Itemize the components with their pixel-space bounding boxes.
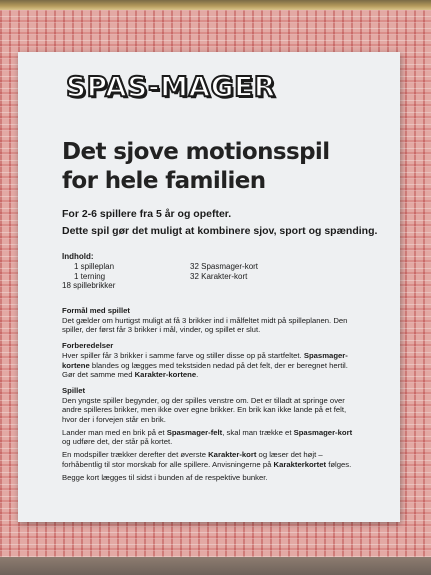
play-para-2a: Lander man med en brik på et <box>62 427 167 437</box>
play-para-2 <box>62 428 354 447</box>
contents-left-column <box>62 262 202 291</box>
play-para-1: Den yngste spiller begynder, og der spilles venstre om. Det er tilladt at springe over andre spilleres brikker, men ikke over egne brikker. En brik kan ikke lande på et felt, hvor der i forvejen står en brik. <box>62 395 347 425</box>
list-item: 1 spilleplan <box>74 262 115 271</box>
page-title <box>62 138 382 196</box>
play-para-2e: og udføre det, der står på kortet. <box>62 437 173 447</box>
section-heading-play: Spillet <box>62 385 86 395</box>
contents-heading: Indhold: <box>62 252 94 261</box>
section-heading-prep: Forberedelser <box>62 341 114 351</box>
play-para-3b: Karakter-kort <box>208 450 257 460</box>
rules-sections <box>62 306 354 485</box>
prep-bold-2: Karakter-kortene <box>134 370 197 380</box>
title-line-2: for hele familien <box>62 168 266 194</box>
play-para-2d: Spasmager-kort <box>293 427 353 437</box>
picture-frame-top <box>0 0 431 10</box>
title-line-1: Det sjove motionsspil <box>62 139 330 165</box>
list-item: 1 terning <box>74 271 106 281</box>
section-text-goal: Det gælder om hurtigst muligt at få 3 brikker ind i målfeltet midt på spilleplanen. Den spiller, der først får 3 brikker i mål, vinder, og spillet er slut. <box>62 315 348 335</box>
rules-sheet <box>18 52 400 522</box>
section-text-prep <box>62 351 354 380</box>
play-para-3a: En modspiller trækker derefter det øverste <box>62 450 209 460</box>
prep-text-2: blandes og lægges med tekstsiden nedad på det felt, der er beregnet hertil. Gør det samme med <box>62 360 348 380</box>
list-item: 32 Spasmager-kort <box>190 262 259 271</box>
game-logo: SPAS-MAGER <box>66 70 276 103</box>
prep-bold-1: Spasmager-kortene <box>62 350 348 370</box>
contents-right-column <box>190 262 340 281</box>
prep-text-1: Hver spiller får 3 brikker i samme farve og stiller disse op på startfeltet. <box>62 350 302 360</box>
players-info: For 2-6 spillere fra 5 år og opefter. <box>62 208 232 220</box>
play-para-3e: følges. <box>326 459 352 469</box>
section-heading-goal: Formål med spillet <box>62 306 130 315</box>
picture-frame-bottom <box>0 557 431 575</box>
play-para-3d: Karakterkortet <box>273 459 327 469</box>
contents-list <box>62 252 382 290</box>
play-para-2c: , skal man trække et <box>222 427 294 437</box>
intro-block <box>62 208 382 242</box>
game-description: Dette spil gør det muligt at kombinere sjov, sport og spænding. <box>62 225 378 237</box>
play-para-3c: og læser det højt – forhåbentlig til stor morskab for alle spillere. Anvisningerne på <box>62 450 323 469</box>
prep-text-3: . <box>196 370 199 380</box>
play-para-2b: Spasmager-felt <box>166 427 223 437</box>
play-para-3 <box>62 450 354 469</box>
play-para-4: Begge kort lægges til sidst i bunden af de respektive bunker. <box>62 472 268 482</box>
list-item: 18 spillebrikker <box>62 281 116 290</box>
list-item: 32 Karakter-kort <box>190 271 248 281</box>
